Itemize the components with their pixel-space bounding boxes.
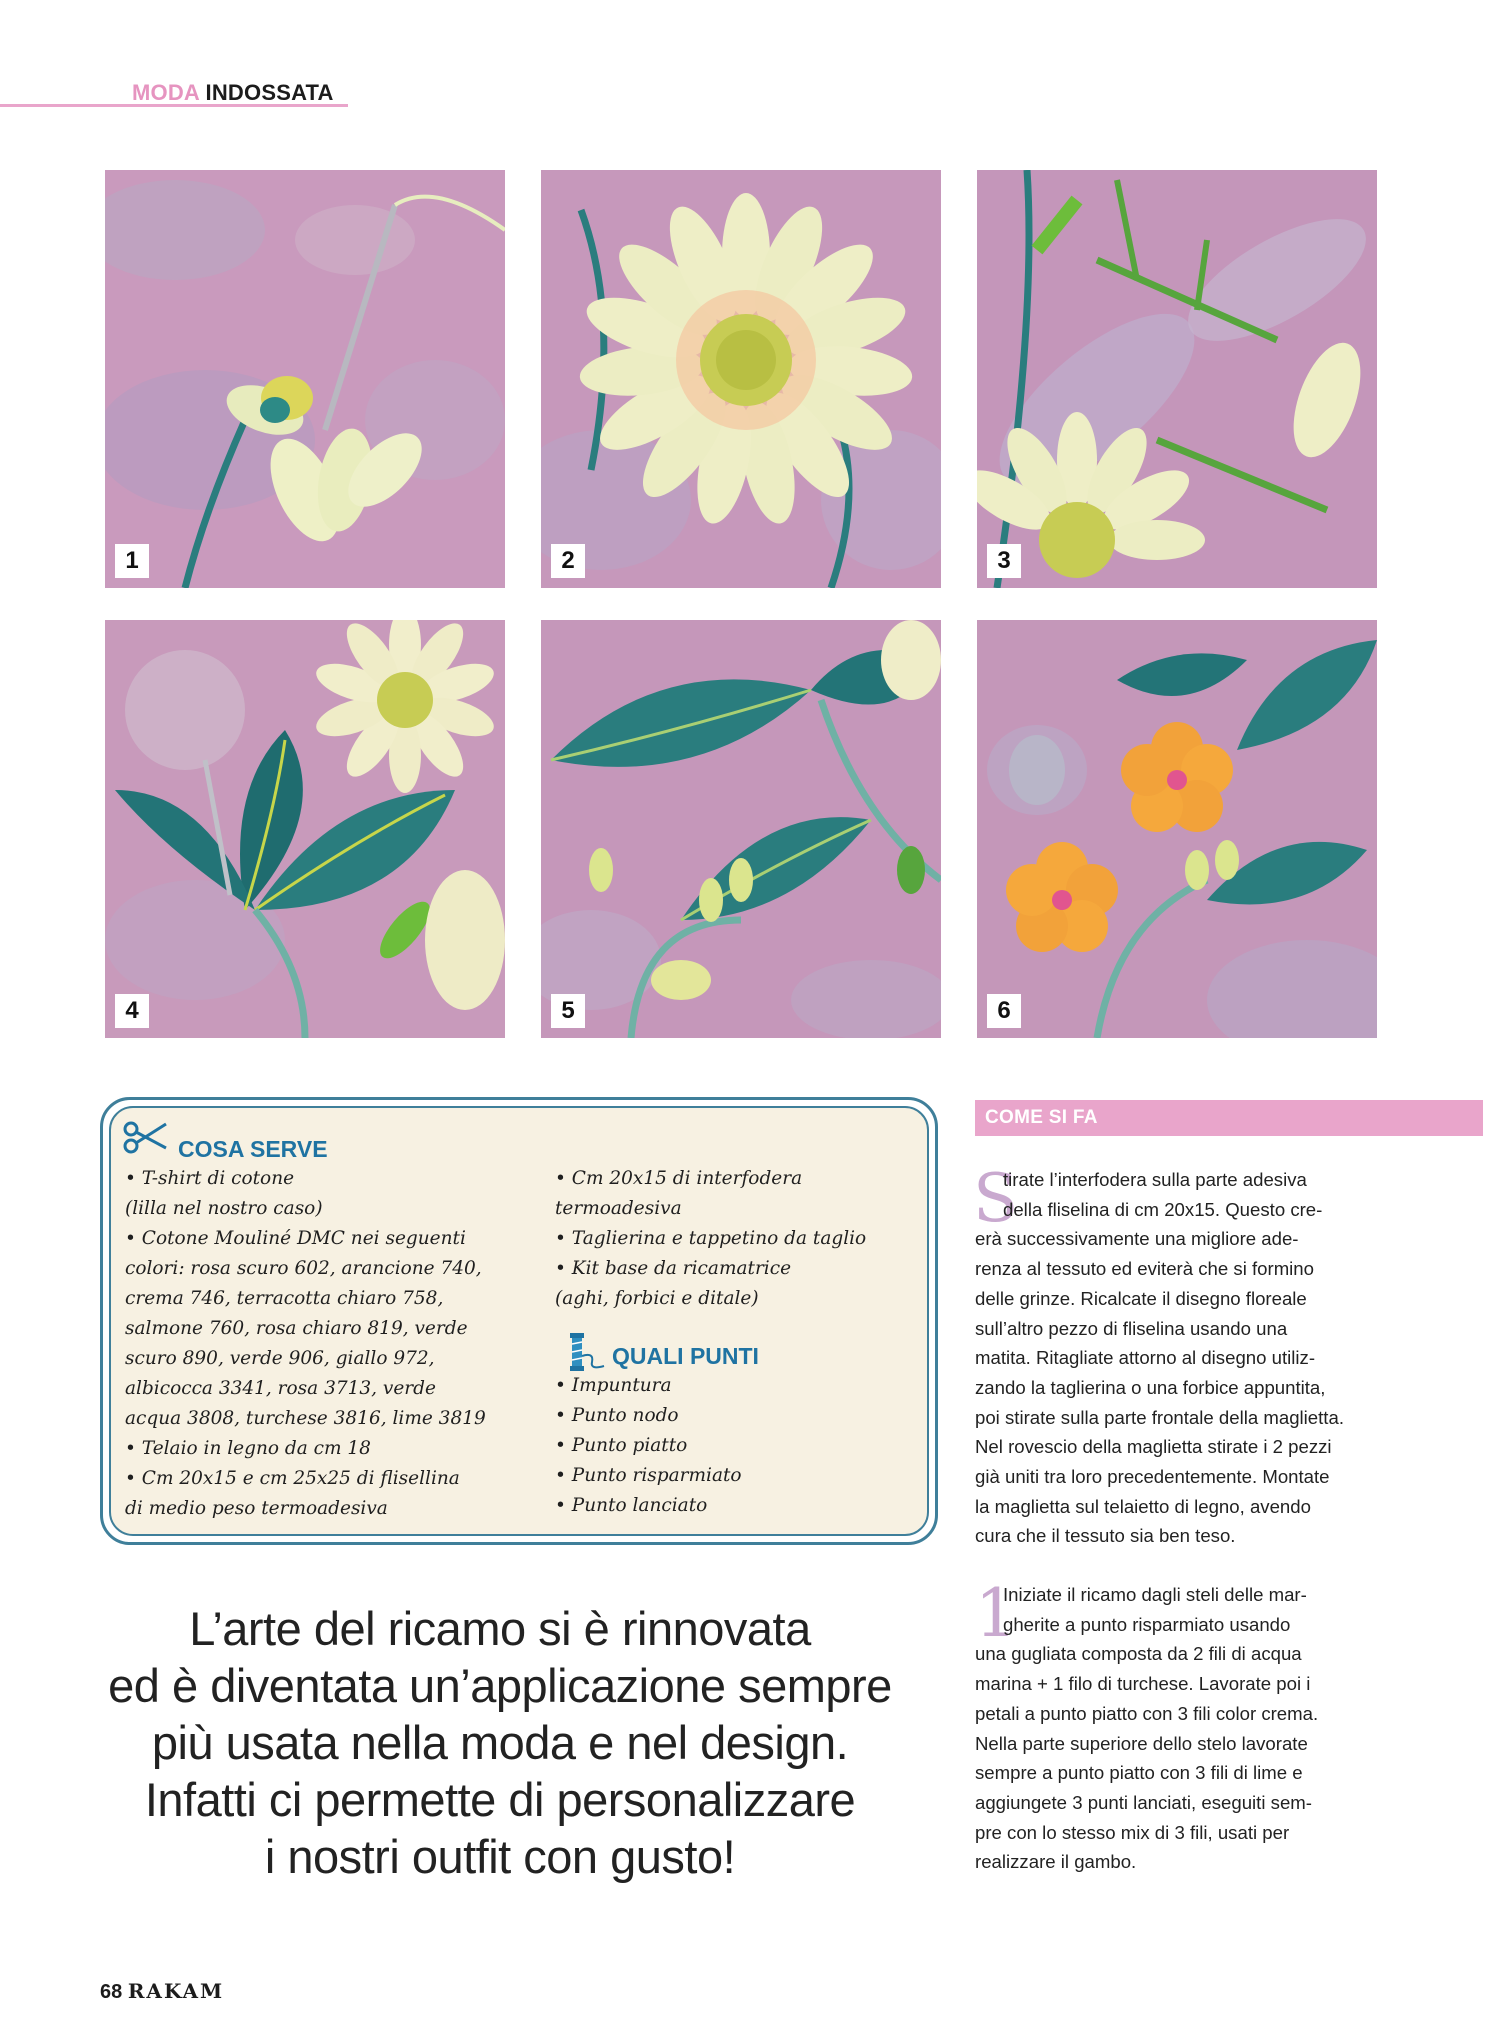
text-line: delle grinze. Ricalcate il disegno floreale [975, 1287, 1307, 1309]
step-number: 2 [551, 544, 585, 578]
quote-line: ed è diventata un’applicazione sempre [108, 1659, 892, 1712]
text-line: la maglietta sul telaietto di legno, avendo [975, 1495, 1311, 1517]
paragraph-lines [975, 1639, 1318, 1877]
text-line: già uniti tra loro precedentemente. Montate [975, 1466, 1330, 1488]
materials-item: (lilla nel nostro caso) [125, 1198, 323, 1219]
text-line: zando la taglierina o una forbice appuntita, [975, 1376, 1326, 1398]
text-line: della fliselina di cm 20x15. Questo cre- [1003, 1198, 1323, 1220]
drop-cap: S [973, 1160, 1019, 1237]
materials-item: • Cm 20x15 di interfodera [555, 1168, 803, 1189]
materials-item: acqua 3808, turchese 3816, lime 3819 [125, 1408, 486, 1429]
quote-line: Infatti ci permette di personalizzare [144, 1773, 856, 1826]
materials-item: albicocca 3341, rosa 3713, verde [125, 1378, 436, 1399]
text-line: cura che il tessuto sia ben teso. [975, 1525, 1236, 1547]
scissors-icon [122, 1118, 170, 1161]
step-number: 3 [987, 544, 1021, 578]
embroidery-image-4 [105, 620, 505, 1038]
text-line: realizzare il gambo. [975, 1851, 1137, 1873]
text-line: pre con lo stesso mix di 3 fili, usati per [975, 1821, 1290, 1843]
embroidery-image-6 [977, 620, 1377, 1038]
paragraph-lines-indented [1003, 1165, 1322, 1224]
text-line: sull’altro pezzo di fliselina usando una [975, 1317, 1288, 1339]
embroidery-image-3 [977, 170, 1377, 588]
stitch-item: • Impuntura [555, 1375, 672, 1396]
step-photo-5 [541, 620, 941, 1038]
stitch-item: • Punto piatto [555, 1435, 688, 1456]
stitch-item: • Punto risparmiato [555, 1465, 742, 1486]
text-line: marina + 1 filo di turchese. Lavorate poi i [975, 1673, 1311, 1695]
pull-quote [60, 1600, 940, 1885]
materials-item: • Cm 20x15 e cm 25x25 di flisellina [125, 1468, 460, 1489]
text-line: petali a punto piatto con 3 fili color crema. [975, 1702, 1319, 1724]
step-photo-3 [977, 170, 1377, 588]
stitches-title: QUALI PUNTI [612, 1343, 759, 1369]
materials-list-left [125, 1164, 486, 1524]
quote-line: i nostri outfit con gusto! [264, 1830, 736, 1883]
text-line: gherite a punto risparmiato usando [1003, 1613, 1291, 1635]
text-line: Nella parte superiore dello stelo lavorate [975, 1732, 1308, 1754]
text-line: erà successivamente una migliore ade- [975, 1228, 1299, 1250]
materials-item: scuro 890, verde 906, giallo 972, [125, 1348, 435, 1369]
materials-item: di medio peso termoadesiva [125, 1498, 388, 1519]
paragraph-lines-indented [1003, 1580, 1307, 1639]
text-line: Nel rovescio della maglietta stirate i 2 pezzi [975, 1436, 1332, 1458]
text-line: tirate l’interfodera sulla parte adesiva [1003, 1169, 1307, 1190]
step-photo-2 [541, 170, 941, 588]
quote-line: più usata nella moda e nel design. [151, 1716, 849, 1769]
text-line: poi stirate sulla parte frontale della maglietta. [975, 1406, 1344, 1428]
step-photo-6 [977, 620, 1377, 1038]
materials-item: • T-shirt di cotone [125, 1168, 295, 1189]
drop-cap: 1 [975, 1575, 1017, 1652]
materials-item: colori: rosa scuro 602, arancione 740, [125, 1258, 482, 1279]
stitches-list [555, 1371, 742, 1521]
embroidery-image-2 [541, 170, 941, 588]
page-footer [100, 1979, 224, 2004]
magazine-name: RAKAM [127, 1979, 225, 2003]
paragraph-lines [975, 1224, 1344, 1551]
step-number: 4 [115, 994, 149, 1028]
materials-item: • Taglierina e tappetino da taglio [555, 1228, 867, 1249]
section-label-indossata: INDOSSATA [205, 80, 334, 105]
instructions-title: COME SI FA [985, 1107, 1098, 1128]
text-line: una gugliata composta da 2 fili di acqua [975, 1643, 1302, 1665]
text-line: aggiungete 3 punti lanciati, eseguiti sem- [975, 1791, 1312, 1813]
step-number: 6 [987, 994, 1021, 1028]
materials-item: (aghi, forbici e ditale) [555, 1288, 759, 1309]
quote-line: L’arte del ricamo si è rinnovata [189, 1602, 811, 1655]
text-line: sempre a punto piatto con 3 fili di lime e [975, 1762, 1303, 1784]
materials-item: • Telaio in legno da cm 18 [125, 1438, 371, 1459]
page-number: 68 [100, 1981, 123, 2003]
materials-list-right [555, 1164, 866, 1314]
stitch-item: • Punto lanciato [555, 1495, 708, 1516]
step-number: 1 [115, 544, 149, 578]
text-line: matita. Ritagliate attorno al disegno utiliz- [975, 1347, 1316, 1369]
text-line: renza al tessuto ed eviterà che si formino [975, 1258, 1314, 1280]
step-number: 5 [551, 994, 585, 1028]
embroidery-image-1 [105, 170, 505, 588]
materials-item: crema 746, terracotta chiaro 758, [125, 1288, 444, 1309]
embroidery-image-5 [541, 620, 941, 1038]
text-line: Iniziate il ricamo dagli steli delle mar- [1003, 1584, 1307, 1605]
step-photo-1 [105, 170, 505, 588]
materials-title: COSA SERVE [178, 1136, 328, 1162]
stitch-item: • Punto nodo [555, 1405, 679, 1426]
materials-item: • Cotone Mouliné DMC nei seguenti [125, 1228, 466, 1249]
section-header [132, 80, 334, 106]
materials-item: salmone 760, rosa chiaro 819, verde [125, 1318, 468, 1339]
materials-item: • Kit base da ricamatrice [555, 1258, 792, 1279]
materials-item: termoadesiva [555, 1198, 682, 1219]
section-label-moda: MODA [132, 80, 200, 105]
step-photo-4 [105, 620, 505, 1038]
